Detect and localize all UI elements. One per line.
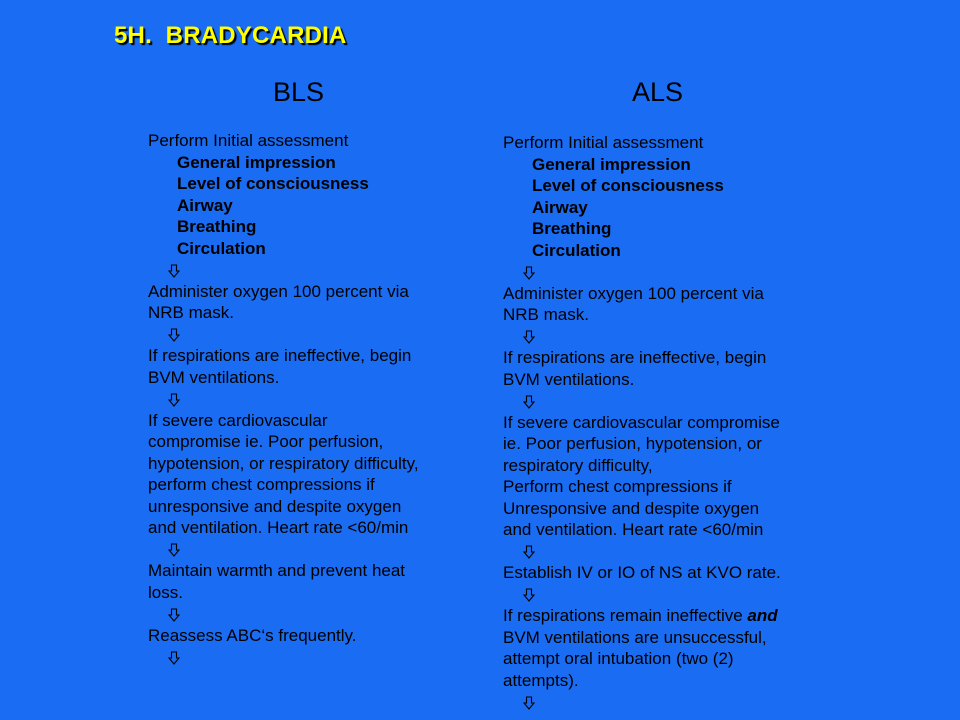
slide-title: 5H. BRADYCARDIA bbox=[114, 22, 347, 49]
assessment-title: Perform Initial assessment bbox=[503, 133, 704, 152]
flow-step bbox=[503, 562, 823, 584]
flow-step bbox=[148, 281, 458, 324]
step-line: and ventilation. Heart rate <60/min bbox=[503, 520, 764, 539]
flow-step bbox=[503, 605, 823, 691]
assessment-item: General impression bbox=[532, 154, 691, 174]
step-line: If respirations are ineffective, begin bbox=[148, 346, 412, 365]
down-arrow-icon bbox=[148, 324, 458, 346]
assessment-item: Circulation bbox=[177, 238, 266, 258]
down-arrow-icon bbox=[148, 388, 458, 410]
down-arrow-icon bbox=[148, 646, 458, 668]
assessment-item: General impression bbox=[177, 152, 336, 172]
step-line: NRB mask. bbox=[148, 303, 234, 322]
assessment-item: Level of consciousness bbox=[177, 174, 369, 193]
step-line: If severe cardiovascular bbox=[148, 410, 328, 430]
step-line: loss. bbox=[148, 582, 183, 602]
down-arrow-icon bbox=[503, 584, 823, 606]
assessment-item: Airway bbox=[532, 197, 588, 217]
assessment-title: Perform Initial assessment bbox=[148, 131, 349, 150]
down-arrow-icon bbox=[503, 541, 823, 563]
down-arrow-icon bbox=[503, 261, 823, 283]
bls-heading: BLS bbox=[273, 77, 325, 107]
down-arrow-icon bbox=[503, 390, 823, 412]
step-line bbox=[503, 605, 823, 627]
step-line: Administer oxygen 100 percent via bbox=[148, 281, 409, 301]
als-heading: ALS bbox=[632, 77, 684, 107]
step-line: BVM ventilations. bbox=[148, 367, 280, 387]
assessment-item: Level of consciousness bbox=[532, 176, 724, 195]
down-arrow-icon bbox=[503, 691, 823, 713]
step-line: BVM ventilations are unsuccessful, bbox=[503, 627, 767, 647]
emphasis-and: and bbox=[747, 606, 778, 625]
step-line: and ventilation. Heart rate <60/min bbox=[148, 518, 409, 537]
assessment-item: Breathing bbox=[532, 219, 612, 238]
down-arrow-icon bbox=[503, 326, 823, 348]
step-line: BVM ventilations. bbox=[503, 369, 635, 389]
bls-column bbox=[148, 130, 458, 668]
down-arrow-icon bbox=[148, 539, 458, 561]
step-line: Administer oxygen 100 percent via bbox=[503, 283, 764, 303]
down-arrow-icon bbox=[148, 259, 458, 281]
step-line: unresponsive and despite oxygen bbox=[148, 496, 402, 516]
flow-step bbox=[148, 625, 458, 647]
step-line: attempts). bbox=[503, 670, 579, 690]
step-line: perform chest compressions if bbox=[148, 475, 375, 494]
step-line: Perform chest compressions if bbox=[503, 477, 732, 496]
flow-step bbox=[148, 410, 458, 539]
assessment-item: Circulation bbox=[532, 240, 621, 260]
step-line: attempt oral intubation (two (2) bbox=[503, 649, 734, 668]
step-line: compromise ie. Poor perfusion, bbox=[148, 432, 384, 451]
assessment-item: Breathing bbox=[177, 217, 257, 236]
assessment-item: Airway bbox=[177, 195, 233, 215]
step-line: Unresponsive and despite oxygen bbox=[503, 498, 760, 518]
flow-step bbox=[503, 283, 823, 326]
flow-step bbox=[503, 347, 823, 390]
als-column bbox=[503, 132, 823, 713]
flow-step bbox=[148, 560, 458, 603]
step-line: NRB mask. bbox=[503, 305, 589, 324]
step-line: If respirations are ineffective, begin bbox=[503, 348, 767, 367]
step-line: respiratory difficulty, bbox=[503, 455, 653, 475]
step-line: If severe cardiovascular compromise bbox=[503, 412, 780, 432]
assessment-items bbox=[503, 154, 823, 262]
step-line: Reassess ABC‘s frequently. bbox=[148, 625, 357, 645]
flow-step bbox=[148, 345, 458, 388]
step-line: ie. Poor perfusion, hypotension, or bbox=[503, 434, 762, 453]
down-arrow-icon bbox=[148, 603, 458, 625]
assessment-items bbox=[148, 152, 458, 260]
step-line: hypotension, or respiratory difficulty, bbox=[148, 453, 419, 473]
flow-step bbox=[503, 412, 823, 541]
step-line: Establish IV or IO of NS at KVO rate. bbox=[503, 563, 781, 582]
step-line-prefix: If respirations remain ineffective bbox=[503, 606, 748, 625]
step-line: Maintain warmth and prevent heat bbox=[148, 561, 406, 580]
